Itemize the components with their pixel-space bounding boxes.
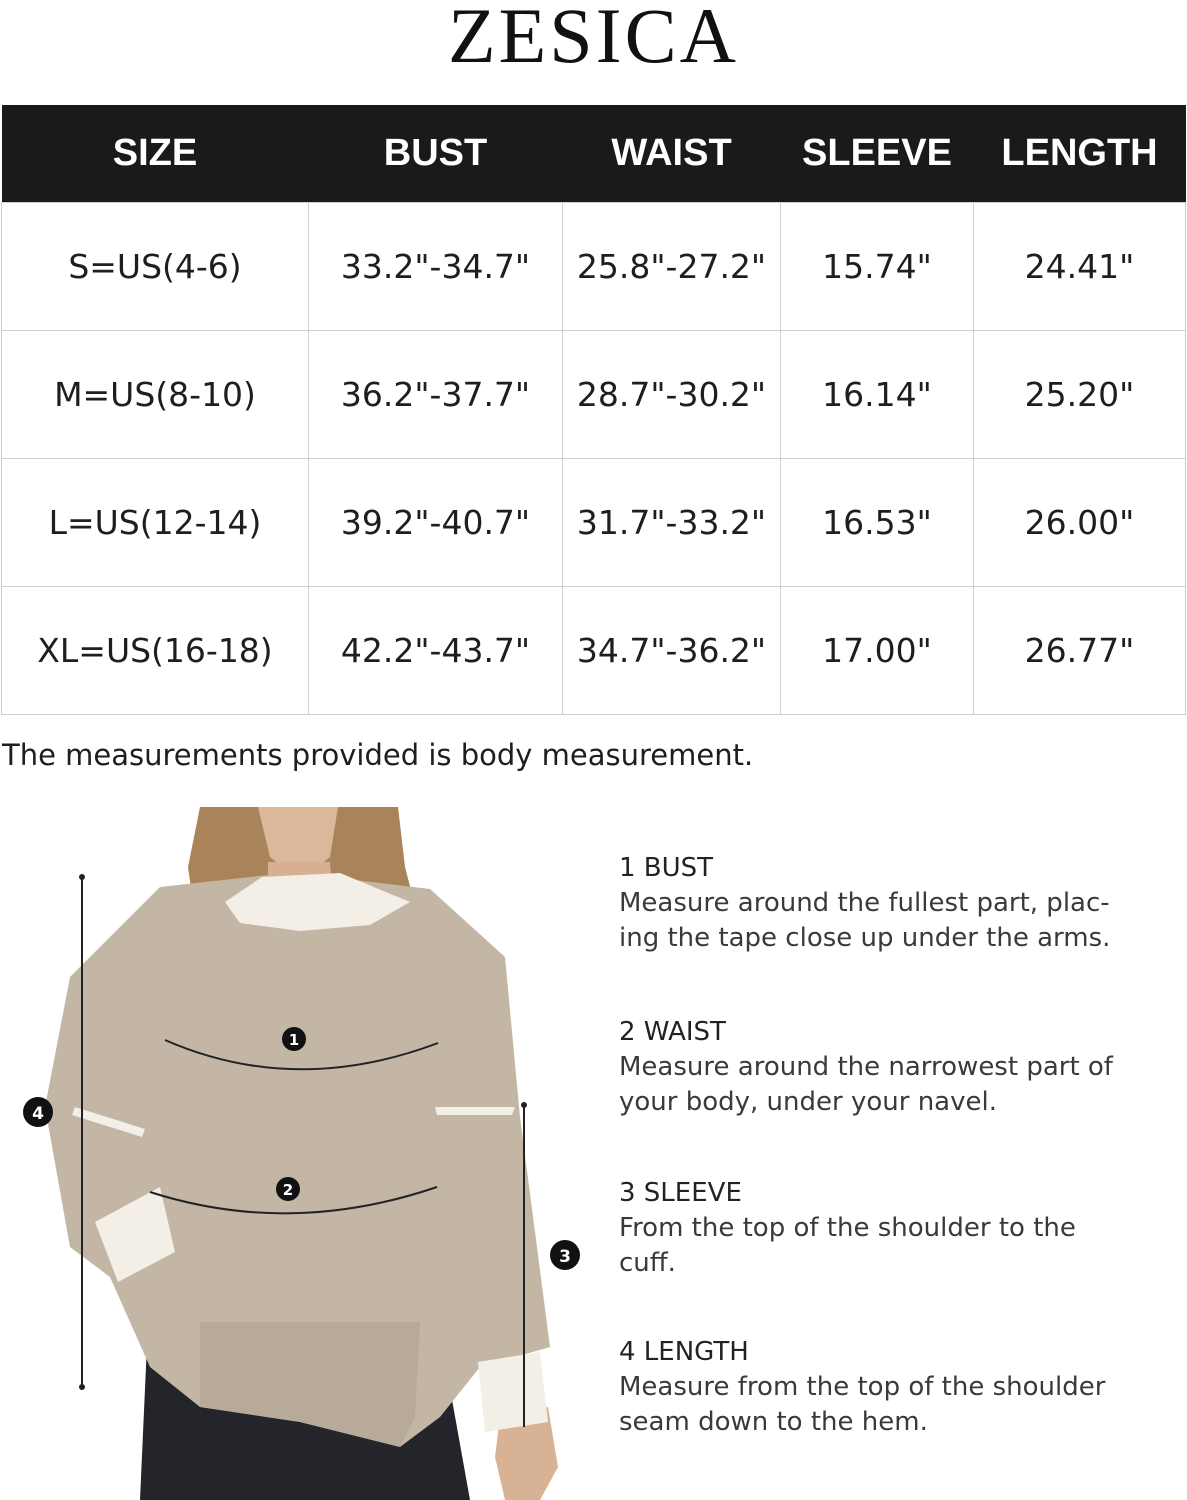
guide-bust-title: 1 BUST <box>619 853 714 883</box>
table-header-row <box>2 105 1186 203</box>
marker-3 <box>550 1240 580 1270</box>
cell-sleeve: 16.14" <box>781 331 974 459</box>
length-guide-end <box>79 874 85 880</box>
table-row <box>2 459 1186 587</box>
cell-length: 26.77" <box>974 587 1186 715</box>
cell-length: 26.00" <box>974 459 1186 587</box>
header-waist: WAIST <box>563 105 781 203</box>
guide-sleeve-title: 3 SLEEVE <box>619 1178 742 1208</box>
length-guide-end <box>79 1384 85 1390</box>
cell-waist: 31.7"-33.2" <box>563 459 781 587</box>
guide-waist-line1: Measure around the narrowest part of <box>619 1052 1113 1082</box>
guide-length-line1: Measure from the top of the shoulder <box>619 1372 1106 1402</box>
cell-size: L=US(12-14) <box>2 459 309 587</box>
guide-waist <box>619 1015 1159 1120</box>
header-sleeve: SLEEVE <box>781 105 974 203</box>
cell-sleeve: 17.00" <box>781 587 974 715</box>
sleeve-guide-end <box>521 1102 527 1108</box>
table-row <box>2 331 1186 459</box>
guide-waist-line2: your body, under your navel. <box>619 1087 997 1117</box>
cell-bust: 42.2"-43.7" <box>309 587 563 715</box>
model-photo <box>0 807 600 1500</box>
cell-waist: 28.7"-30.2" <box>563 331 781 459</box>
cell-length: 25.20" <box>974 331 1186 459</box>
guide-bust-line2: ing the tape close up under the arms. <box>619 923 1111 953</box>
cell-waist: 34.7"-36.2" <box>563 587 781 715</box>
guide-bust <box>619 851 1159 956</box>
marker-2 <box>276 1177 300 1201</box>
cell-size: M=US(8-10) <box>2 331 309 459</box>
cell-length: 24.41" <box>974 203 1186 331</box>
header-bust: BUST <box>309 105 563 203</box>
brand-logo: ZESICA <box>448 0 739 79</box>
table-row <box>2 587 1186 715</box>
guide-length-line2: seam down to the hem. <box>619 1407 928 1437</box>
marker-1 <box>282 1027 306 1051</box>
header-length: LENGTH <box>974 105 1186 203</box>
marker-2-label: 2 <box>282 1181 294 1199</box>
right-cuff <box>478 1352 548 1432</box>
guide-sleeve-line1: From the top of the shoulder to the <box>619 1213 1076 1243</box>
cell-bust: 33.2"-34.7" <box>309 203 563 331</box>
guide-length-title: 4 LENGTH <box>619 1337 749 1367</box>
marker-1-label: 1 <box>288 1031 300 1049</box>
guide-length <box>619 1335 1159 1440</box>
cell-sleeve: 16.53" <box>781 459 974 587</box>
cell-size: S=US(4-6) <box>2 203 309 331</box>
marker-4 <box>23 1097 53 1127</box>
cell-bust: 39.2"-40.7" <box>309 459 563 587</box>
measurement-note: The measurements provided is body measurement. <box>2 738 754 772</box>
guide-bust-line1: Measure around the fullest part, plac- <box>619 888 1110 918</box>
guide-sleeve-line2: cuff. <box>619 1248 676 1278</box>
guide-sleeve <box>619 1176 1159 1281</box>
cell-size: XL=US(16-18) <box>2 587 309 715</box>
marker-3-label: 3 <box>559 1247 571 1267</box>
size-chart-table <box>1 105 1186 715</box>
guide-waist-title: 2 WAIST <box>619 1017 726 1047</box>
shoulder-trim <box>435 1107 515 1115</box>
marker-4-label: 4 <box>32 1104 44 1124</box>
table-row <box>2 203 1186 331</box>
cell-waist: 25.8"-27.2" <box>563 203 781 331</box>
header-size: SIZE <box>2 105 309 203</box>
cell-sleeve: 15.74" <box>781 203 974 331</box>
cell-bust: 36.2"-37.7" <box>309 331 563 459</box>
